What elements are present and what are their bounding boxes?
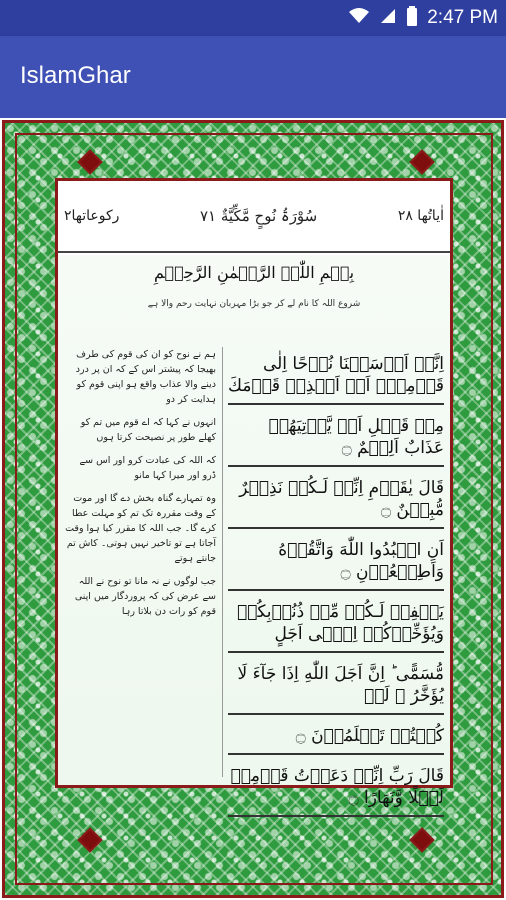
status-time: 2:47 PM bbox=[427, 7, 498, 28]
surah-name: ۷۱ سُوْرَۃُ نُوحٍ مَّكِّيَّةٌ bbox=[199, 207, 318, 225]
ayah-line: قَالَ رَبِّ اِنِّىۡ دَعَوۡتُ قَوۡمِىۡ لَيۡلًا وَّنَهَارًا ۝ bbox=[228, 759, 444, 817]
page-content bbox=[55, 178, 453, 808]
app-title: IslamGhar bbox=[20, 62, 131, 89]
ayah-line: كُنۡتُمۡ تَعۡلَمُوۡنَ ۝ bbox=[228, 719, 444, 755]
translation-2: انہوں نے کہا کہ اے قوم میں تم کو کھلے طور پر نصیحت کرتا ہوں bbox=[80, 417, 216, 443]
translation-column bbox=[64, 347, 216, 777]
quran-page-view[interactable] bbox=[0, 118, 506, 900]
ornamental-frame bbox=[2, 120, 504, 898]
bismillah-translation: شروع اللہ کا نام لے کر جو بڑا مہربان نہایت رحم والا ہے bbox=[147, 299, 361, 309]
ayah-line: اَنِ اعۡبُدُوا اللّٰهَ وَاتَّقُوۡهُ وَاَطِيۡعُوۡنِ ۝ bbox=[228, 533, 444, 591]
battery-icon bbox=[406, 6, 418, 30]
surah-header bbox=[58, 181, 450, 253]
arabic-column bbox=[228, 347, 444, 808]
ayah-line: مُّسَمًّى ؕ اِنَّ اَجَلَ اللّٰهِ اِذَا جَآءَ لَا يُؤَخَّرُ​ ۘ لَوۡ bbox=[228, 657, 444, 715]
ayah-line: يَغۡفِرۡ لَـكُمۡ مِّنۡ ذُنُوۡبِكُمۡ وَيُؤَخِّرۡكُمۡ اِلٰۤى اَجَلٍ bbox=[228, 595, 444, 653]
column-divider bbox=[222, 347, 223, 777]
app-bar bbox=[0, 36, 506, 118]
translation-3: کہ اللہ کی عبادت کرو اور اس سے ڈرو اور میرا کہا مانو bbox=[79, 455, 216, 481]
page-body bbox=[58, 255, 450, 808]
signal-icon bbox=[379, 7, 397, 29]
translation-5: جب لوگوں نے نہ مانا تو نوح نے اللہ سے عرض کی کہ پروردگار میں اپنی قوم کو رات دن بلاتا رہا bbox=[74, 576, 216, 617]
translation-1: ہم نے نوح کو ان کی قوم کی طرف بھیجا کہ پیشتر اس کے کہ ان پر درد دینے والا عذاب واقع ہو اپنی قوم کو ہدایت کر دو bbox=[75, 349, 216, 405]
wifi-icon bbox=[348, 7, 370, 29]
ruku-count: رکوعاتھا۲ bbox=[64, 208, 120, 224]
ayah-count: اٰیاتُھا ۲۸ bbox=[397, 208, 444, 224]
ayah-line: قَالَ يٰقَوۡمِ اِنِّىۡ لَـكُمۡ نَذِيۡرٌ مُّبِيۡنٌ ۝ bbox=[228, 471, 444, 529]
status-icons bbox=[348, 5, 498, 31]
bismillah: بِسۡمِ اللّٰہِ الرَّحۡمٰنِ الرَّحِیۡمِ bbox=[153, 263, 355, 282]
status-bar bbox=[0, 0, 506, 36]
ayah-line: اِنَّاۤ اَرۡسَلۡنَا نُوۡحًا اِلٰی قَوۡمِهٖۤ اَنۡ اَنۡذِرۡ قَوۡمَكَ bbox=[228, 347, 444, 405]
translation-4: وہ تمہارے گناہ بخش دے گا اور موت کے وقت مقررہ تک تم کو مہلت عطا کرے گا۔ جب اللہ کا مقرر کیا ہوا وقت آجاتا ہے تو تاخیر نہیں ہوتی۔ کاش تم جانتے ہوتے bbox=[65, 493, 216, 564]
ayah-line: مِنۡ قَبۡلِ اَنۡ يَّاۡتِيَهُمۡ عَذَابٌ اَلِيۡمٌ ۝ bbox=[228, 409, 444, 467]
